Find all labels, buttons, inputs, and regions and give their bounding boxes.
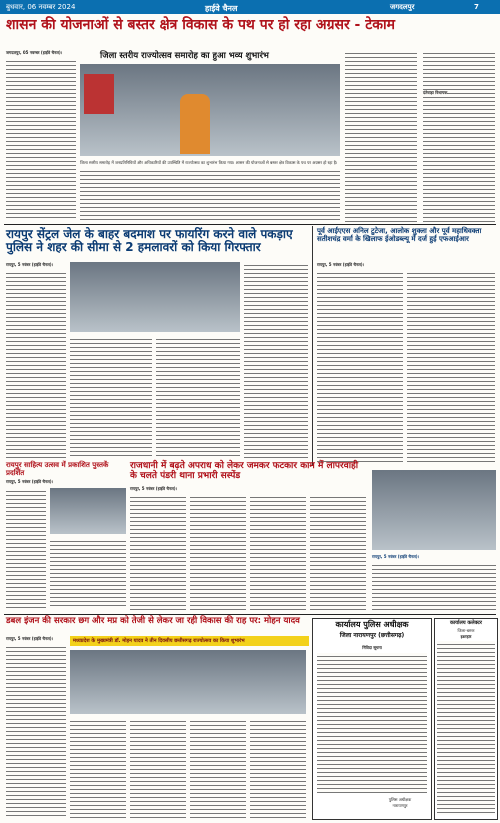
story2-col-4 (244, 262, 308, 458)
story6-byline: रायपुर, 5 नवंबर (हाईवे चैनल)। (6, 636, 54, 641)
side-photo (372, 470, 496, 550)
story6-col-5 (250, 718, 306, 818)
lead-photo (80, 64, 340, 156)
story5-col-1 (130, 494, 186, 610)
divider-2 (4, 614, 496, 615)
issue-date: बुधवार, 06 नवम्बर 2024 (6, 3, 76, 11)
classified-body (437, 641, 495, 815)
stage-banner-graphic (84, 74, 114, 114)
classified-title: कार्यालय कलेक्टर (450, 620, 482, 626)
right-col-2 (423, 50, 495, 222)
story2-headline: रायपुर सेंट्रल जेल के बाहर बदमाश पर फायरिंग करने वाले पकड़ाए पुलिस ने शहर की सीमा से 2 हमलावरों को किया गिरफ्तार (6, 227, 293, 255)
lead-headline: शासन की योजनाओं से बस्तर क्षेत्र विकास के पथ पर हो रहा अग्रसर - टेकाम (6, 17, 396, 33)
story4-byline: रायपुर, 5 नवंबर (हाईवे चैनल)। (6, 479, 54, 485)
lead-right-columns (345, 50, 495, 222)
masthead (0, 0, 500, 14)
story5-headline: राजधानी में बढ़ते अपराध को लेकर जमकर फटकार काम में लापरवाही के चलते पंडरी थाना प्रभारी सस्पेंड (130, 461, 359, 481)
story4-col-1 (6, 488, 46, 608)
police-tender-ad (312, 618, 432, 820)
ad-body (317, 653, 427, 793)
story4-headline: रायपुर साहित्य उत्सव में प्रकाशित पुस्तकें प्रदर्शित (6, 461, 109, 477)
classified-sub: जिला-बस्तर (457, 628, 475, 633)
lead-body-first: जिला स्तरीय समारोह में जनप्रतिनिधियों और अधिकारियों की उपस्थिति में राज्योत्सव का शुभारंभ किया गया। शासन की योजनाओं से बस्तर क्षेत्र विकास के पथ पर अग्रसर हो रहा है। (80, 160, 340, 170)
right-byline: दंतेवाड़ा विधायक (423, 90, 448, 95)
story4-col-2 (50, 538, 126, 608)
classified-header: इश्तहार (460, 634, 472, 639)
classified-notice (434, 618, 498, 820)
story5-col-4 (310, 494, 366, 610)
story4-photo (50, 488, 126, 534)
story6-headline: डबल इंजन की सरकार छग और मप्र को तेजी से लेकर जा रही विकास की राह पर: मोहन यादव (6, 616, 300, 626)
story5-col-2 (190, 494, 246, 610)
story6-col-1 (6, 644, 66, 818)
ad-footer-2: नारायणपुर (392, 803, 408, 808)
lead-left-column (6, 50, 76, 220)
side-photo-text (372, 562, 496, 610)
story2-col-1 (6, 270, 66, 458)
ad-title: कार्यालय पुलिस अधीक्षक (335, 620, 409, 629)
story2-col-3 (156, 336, 240, 458)
divider-1 (4, 224, 496, 225)
city-name: जगदलपुर (390, 3, 415, 11)
story3-col-2 (407, 270, 495, 464)
story2-col-2 (70, 336, 152, 458)
story6-col-4 (190, 718, 246, 818)
lead-left-text (6, 58, 76, 218)
lead-banner: जिला स्तरीय राज्योत्सव समारोह का हुआ भव्य शुभारंभ (100, 51, 269, 61)
right-col-1 (345, 50, 417, 222)
story3-byline: रायपुर, 5 नवंबर (हाईवे चैनल)। (317, 262, 365, 267)
lead-byline: जगदलपुर, 05 नवम्बर (हाईवे चैनल)। (6, 50, 63, 55)
story6-col-3 (130, 718, 186, 818)
story2-photo (70, 262, 240, 332)
story4-block (6, 462, 126, 610)
story6-banner: मध्यप्रदेश के मुख्यमंत्री डॉ. मोहन यादव ने तीन दिवसीय छत्तीसगढ़ राज्योत्सव का किया शुभारंभ (70, 636, 309, 646)
story3-col-1 (317, 270, 403, 464)
paper-name: हाईवे चैनल (205, 4, 238, 13)
ad-notice: निविदा सूचना (362, 645, 382, 650)
story3-block (312, 226, 497, 466)
story5-col-3 (250, 494, 306, 610)
page-number: 7 (474, 3, 479, 11)
speaker-figure (180, 94, 210, 154)
story6-photo (70, 650, 306, 714)
ad-subtitle: जिला नारायणपुर (छत्तीसगढ़) (339, 632, 405, 639)
story5-byline: रायपुर, 5 नवंबर (हाईवे चैनल)। (130, 486, 178, 491)
side-photo-caption: रायपुर, 5 नवंबर (हाईवे चैनल)। (372, 554, 420, 559)
story2-byline: रायपुर, 5 नवंबर (हाईवे चैनल)। (6, 262, 54, 267)
story3-headline: पूर्व आईएएस अनिल टुटेजा, आलोक शुक्ला और पूर्व महाधिवक्ता सतीशचंद्र वर्मा के खिलाफ ईओडब्ल्यू में दर्ज हुई एफआईआर (317, 227, 482, 243)
ad-footer: पुलिस अधीक्षक (388, 797, 412, 802)
story6-col-2 (70, 718, 126, 818)
